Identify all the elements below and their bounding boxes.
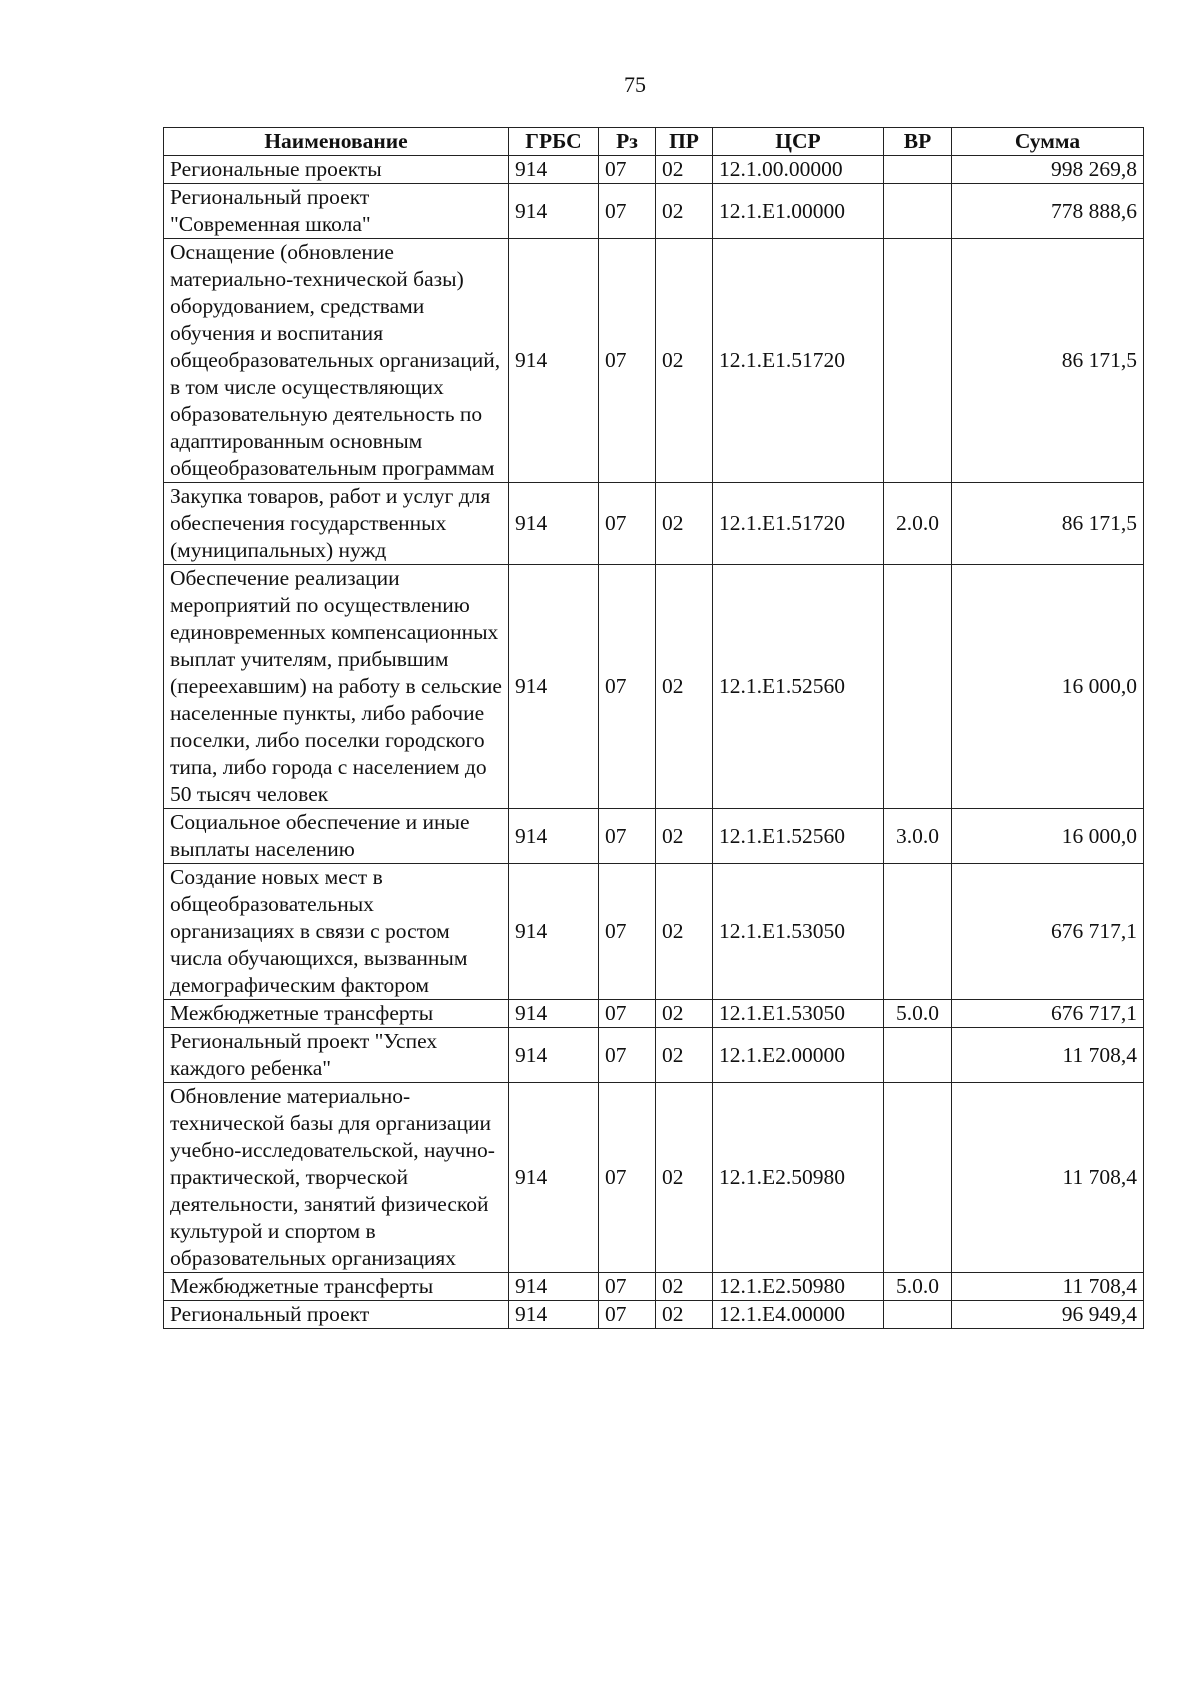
cell-grbs: 914 — [509, 184, 599, 239]
cell-pr: 02 — [656, 565, 713, 809]
cell-grbs: 914 — [509, 156, 599, 184]
cell-name: Социальное обеспечение и иные выплаты населению — [164, 809, 509, 864]
header-csr: ЦСР — [713, 128, 884, 156]
cell-grbs: 914 — [509, 483, 599, 565]
table-row — [164, 483, 1144, 565]
cell-rz: 07 — [599, 239, 656, 483]
cell-vr: 2.0.0 — [884, 483, 952, 565]
cell-csr: 12.1.E1.51720 — [713, 483, 884, 565]
budget-table — [163, 127, 1144, 1329]
table-row — [164, 809, 1144, 864]
cell-sum: 676 717,1 — [952, 864, 1144, 1000]
cell-rz: 07 — [599, 156, 656, 184]
cell-csr: 12.1.E2.50980 — [713, 1273, 884, 1301]
cell-rz: 07 — [599, 1273, 656, 1301]
cell-rz: 07 — [599, 1301, 656, 1329]
cell-rz: 07 — [599, 864, 656, 1000]
cell-csr: 12.1.E1.00000 — [713, 184, 884, 239]
table-row — [164, 239, 1144, 483]
cell-sum: 778 888,6 — [952, 184, 1144, 239]
header-pr: ПР — [656, 128, 713, 156]
cell-name: Обеспечение реализации мероприятий по осуществлению единовременных компенсационных выплат учителям, прибывшим (переехавшим) на работу в сельские населенные пункты, либо рабочие поселки, либо поселки городского типа, либо города с населением до 50 тысяч человек — [164, 565, 509, 809]
cell-name: Региональный проект — [164, 1301, 509, 1329]
cell-name: Создание новых мест в общеобразовательных организациях в связи с ростом числа обучающихся, вызванным демографическим фактором — [164, 864, 509, 1000]
cell-rz: 07 — [599, 1000, 656, 1028]
cell-sum: 11 708,4 — [952, 1273, 1144, 1301]
cell-pr: 02 — [656, 184, 713, 239]
cell-rz: 07 — [599, 483, 656, 565]
cell-csr: 12.1.E4.00000 — [713, 1301, 884, 1329]
cell-name: Закупка товаров, работ и услуг для обеспечения государственных (муниципальных) нужд — [164, 483, 509, 565]
header-name: Наименование — [164, 128, 509, 156]
table-row — [164, 1000, 1144, 1028]
cell-sum: 86 171,5 — [952, 239, 1144, 483]
cell-vr — [884, 184, 952, 239]
cell-csr: 12.1.00.00000 — [713, 156, 884, 184]
cell-name: Региональные проекты — [164, 156, 509, 184]
cell-sum: 11 708,4 — [952, 1028, 1144, 1083]
cell-vr — [884, 156, 952, 184]
table-row — [164, 184, 1144, 239]
cell-pr: 02 — [656, 1273, 713, 1301]
cell-grbs: 914 — [509, 1083, 599, 1273]
cell-csr: 12.1.E1.52560 — [713, 809, 884, 864]
header-sum: Сумма — [952, 128, 1144, 156]
cell-grbs: 914 — [509, 809, 599, 864]
table-row — [164, 1028, 1144, 1083]
cell-name: Обновление материально-технической базы для организации учебно-исследовательской, научно-практической, творческой деятельности, занятий физической культурой и спортом в образовательных организациях — [164, 1083, 509, 1273]
cell-name: Региональный проект "Современная школа" — [164, 184, 509, 239]
cell-vr — [884, 1028, 952, 1083]
header-rz: Рз — [599, 128, 656, 156]
table-row — [164, 1083, 1144, 1273]
header-vr: ВР — [884, 128, 952, 156]
cell-grbs: 914 — [509, 1028, 599, 1083]
cell-grbs: 914 — [509, 565, 599, 809]
cell-name: Межбюджетные трансферты — [164, 1000, 509, 1028]
cell-csr: 12.1.E2.00000 — [713, 1028, 884, 1083]
cell-vr — [884, 1301, 952, 1329]
cell-sum: 16 000,0 — [952, 565, 1144, 809]
cell-grbs: 914 — [509, 1000, 599, 1028]
cell-vr: 3.0.0 — [884, 809, 952, 864]
cell-vr — [884, 565, 952, 809]
cell-csr: 12.1.E1.53050 — [713, 1000, 884, 1028]
cell-grbs: 914 — [509, 1273, 599, 1301]
cell-csr: 12.1.E1.53050 — [713, 864, 884, 1000]
cell-name: Оснащение (обновление материально-технической базы) оборудованием, средствами обучения и воспитания общеобразовательных организаций, в том числе осуществляющих образовательную деятельность по адаптированным основным общеобразовательным программам — [164, 239, 509, 483]
cell-pr: 02 — [656, 1301, 713, 1329]
table-row — [164, 864, 1144, 1000]
cell-rz: 07 — [599, 809, 656, 864]
cell-pr: 02 — [656, 1000, 713, 1028]
table-row — [164, 565, 1144, 809]
cell-pr: 02 — [656, 239, 713, 483]
cell-vr — [884, 1083, 952, 1273]
cell-vr: 5.0.0 — [884, 1000, 952, 1028]
cell-grbs: 914 — [509, 864, 599, 1000]
cell-grbs: 914 — [509, 239, 599, 483]
cell-sum: 86 171,5 — [952, 483, 1144, 565]
cell-rz: 07 — [599, 184, 656, 239]
cell-pr: 02 — [656, 864, 713, 1000]
cell-rz: 07 — [599, 565, 656, 809]
cell-rz: 07 — [599, 1028, 656, 1083]
cell-vr: 5.0.0 — [884, 1273, 952, 1301]
cell-sum: 96 949,4 — [952, 1301, 1144, 1329]
cell-pr: 02 — [656, 1028, 713, 1083]
cell-rz: 07 — [599, 1083, 656, 1273]
table-row — [164, 156, 1144, 184]
cell-sum: 998 269,8 — [952, 156, 1144, 184]
table-row — [164, 1301, 1144, 1329]
cell-pr: 02 — [656, 483, 713, 565]
page-number: 75 — [624, 72, 646, 97]
cell-name: Межбюджетные трансферты — [164, 1273, 509, 1301]
cell-sum: 11 708,4 — [952, 1083, 1144, 1273]
cell-pr: 02 — [656, 809, 713, 864]
cell-vr — [884, 864, 952, 1000]
table-header-row — [164, 128, 1144, 156]
cell-csr: 12.1.E2.50980 — [713, 1083, 884, 1273]
cell-pr: 02 — [656, 1083, 713, 1273]
cell-sum: 676 717,1 — [952, 1000, 1144, 1028]
header-grbs: ГРБС — [509, 128, 599, 156]
cell-csr: 12.1.E1.52560 — [713, 565, 884, 809]
table-row — [164, 1273, 1144, 1301]
cell-csr: 12.1.E1.51720 — [713, 239, 884, 483]
cell-pr: 02 — [656, 156, 713, 184]
cell-vr — [884, 239, 952, 483]
cell-name: Региональный проект "Успех каждого ребенка" — [164, 1028, 509, 1083]
cell-grbs: 914 — [509, 1301, 599, 1329]
cell-sum: 16 000,0 — [952, 809, 1144, 864]
